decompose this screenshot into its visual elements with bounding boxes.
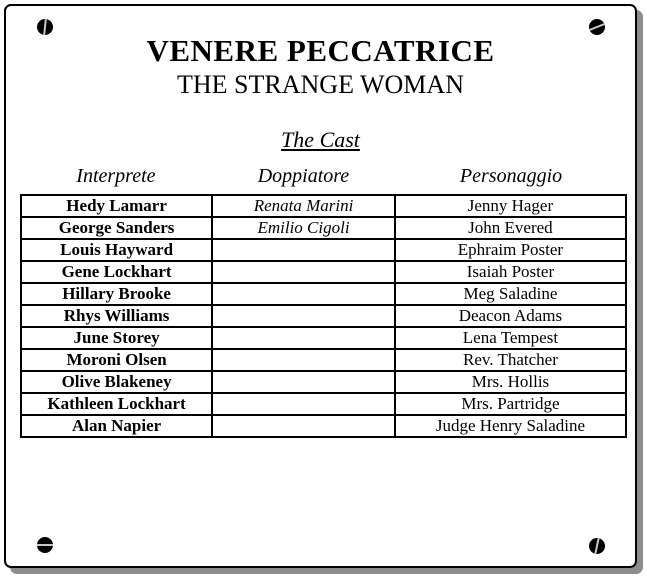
cell-doppiatore <box>212 261 395 283</box>
cell-personaggio: Meg Saladine <box>395 283 626 305</box>
column-header-personaggio: Personaggio <box>459 165 563 188</box>
section-title: The Cast <box>281 126 360 152</box>
cell-interprete: June Storey <box>21 327 212 349</box>
table-row <box>21 283 626 305</box>
cell-personaggio: Deacon Adams <box>395 305 626 327</box>
cell-doppiatore <box>212 327 395 349</box>
page-title: VENERE PECCATRICE <box>146 33 495 68</box>
column-headers <box>20 165 627 187</box>
cell-personaggio: Isaiah Poster <box>395 261 626 283</box>
cast-table <box>20 194 627 438</box>
table-row <box>21 371 626 393</box>
page-subtitle: THE STRANGE WOMAN <box>177 70 464 100</box>
screw-icon <box>37 19 53 35</box>
table-row <box>21 239 626 261</box>
cell-interprete: Kathleen Lockhart <box>21 393 212 415</box>
screw-icon <box>589 19 605 35</box>
screw-slot <box>43 19 47 35</box>
cell-interprete: Gene Lockhart <box>21 261 212 283</box>
cell-doppiatore <box>212 283 395 305</box>
cell-interprete: George Sanders <box>21 217 212 239</box>
column-header-doppiatore: Doppiatore <box>257 165 350 188</box>
screw-slot <box>37 544 53 546</box>
cell-personaggio: Mrs. Partridge <box>395 393 626 415</box>
screw-icon <box>37 537 53 553</box>
screw-icon <box>589 538 605 554</box>
cell-interprete: Hillary Brooke <box>21 283 212 305</box>
table-row <box>21 217 626 239</box>
table-row <box>21 349 626 371</box>
screw-slot <box>594 538 600 554</box>
table-row <box>21 415 626 437</box>
cell-doppiatore <box>212 349 395 371</box>
cell-personaggio: John Evered <box>395 217 626 239</box>
cell-interprete: Olive Blakeney <box>21 371 212 393</box>
screw-slot <box>589 22 605 31</box>
cell-doppiatore: Renata Marini <box>212 195 395 217</box>
cell-personaggio: Ephraim Poster <box>395 239 626 261</box>
cell-doppiatore <box>212 305 395 327</box>
cell-doppiatore <box>212 239 395 261</box>
cell-personaggio: Mrs. Hollis <box>395 371 626 393</box>
cell-doppiatore <box>212 415 395 437</box>
column-header-interprete: Interprete <box>76 165 156 188</box>
table-row <box>21 195 626 217</box>
cell-personaggio: Rev. Thatcher <box>395 349 626 371</box>
table-row <box>21 327 626 349</box>
table-row <box>21 305 626 327</box>
cell-doppiatore: Emilio Cigoli <box>212 217 395 239</box>
cell-personaggio: Judge Henry Saladine <box>395 415 626 437</box>
table-row <box>21 393 626 415</box>
cell-interprete: Hedy Lamarr <box>21 195 212 217</box>
cell-personaggio: Jenny Hager <box>395 195 626 217</box>
cell-doppiatore <box>212 371 395 393</box>
cast-card <box>4 4 637 568</box>
cell-interprete: Rhys Williams <box>21 305 212 327</box>
cell-personaggio: Lena Tempest <box>395 327 626 349</box>
cell-interprete: Moroni Olsen <box>21 349 212 371</box>
cell-interprete: Alan Napier <box>21 415 212 437</box>
table-row <box>21 261 626 283</box>
cell-doppiatore <box>212 393 395 415</box>
cell-interprete: Louis Hayward <box>21 239 212 261</box>
